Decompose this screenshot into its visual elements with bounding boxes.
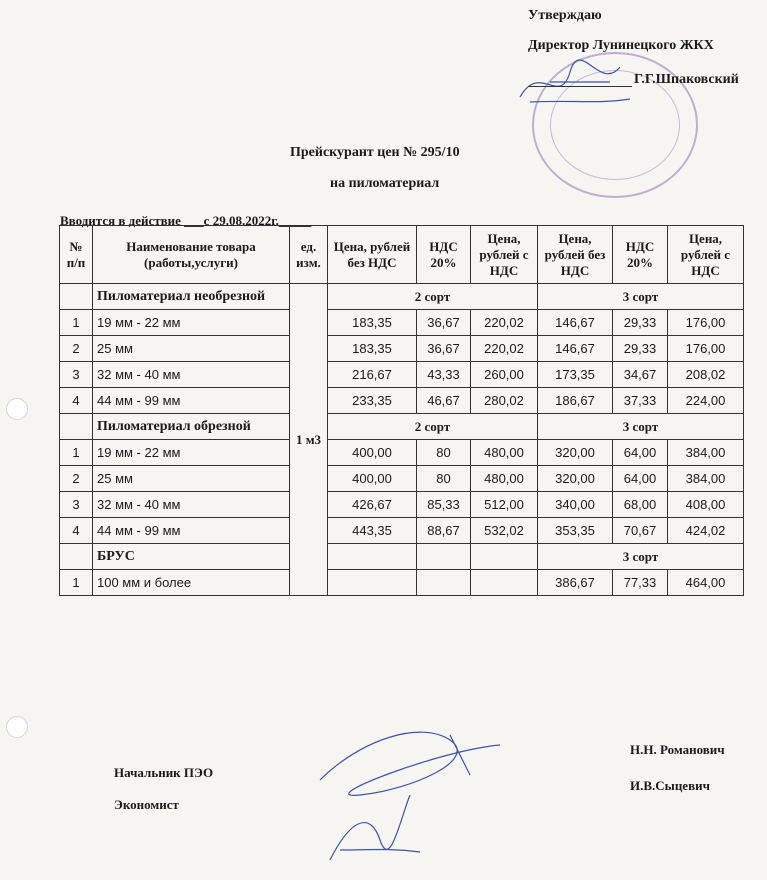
header-price-vat-2: Цена, рублей с НДС: [668, 226, 744, 284]
price-cell: 320,00: [538, 466, 613, 492]
section-num-cell: [60, 544, 93, 570]
price-cell: 46,67: [417, 388, 471, 414]
price-cell: 233,35: [328, 388, 417, 414]
price-table: [59, 225, 744, 596]
name-sytsevich: И.В.Сыцевич: [630, 778, 710, 793]
row-number: 2: [60, 336, 93, 362]
empty-cell: [471, 544, 538, 570]
section-title: БРУС: [93, 544, 290, 570]
grade-2-label: 2 сорт: [328, 414, 538, 440]
document-title: Прейскурант цен № 295/10: [290, 145, 460, 160]
price-cell: 85,33: [417, 492, 471, 518]
price-cell: [417, 570, 471, 596]
price-cell: 320,00: [538, 440, 613, 466]
price-cell: 80: [417, 466, 471, 492]
header-price-vat: Цена, рублей с НДС: [471, 226, 538, 284]
director-name: Г.Г.Шпаковский: [634, 72, 739, 87]
price-cell: 176,00: [668, 310, 744, 336]
header-name: Наименование товара (работы,услуги): [93, 226, 290, 284]
row-name: 44 мм - 99 мм: [93, 388, 290, 414]
price-cell: 464,00: [668, 570, 744, 596]
table-row: [60, 492, 744, 518]
row-number: 3: [60, 492, 93, 518]
price-cell: 216,67: [328, 362, 417, 388]
price-cell: 260,00: [471, 362, 538, 388]
punch-hole: [6, 716, 28, 738]
price-cell: 384,00: [668, 466, 744, 492]
role-head-peo: Начальник ПЭО: [114, 765, 214, 780]
price-cell: 224,00: [668, 388, 744, 414]
approve-word: Утверждаю: [528, 8, 602, 23]
table-row: [60, 336, 744, 362]
price-cell: 386,67: [538, 570, 613, 596]
staff-signatures: [300, 700, 530, 870]
price-cell: 408,00: [668, 492, 744, 518]
row-number: 1: [60, 440, 93, 466]
price-cell: 68,00: [613, 492, 668, 518]
price-cell: 37,33: [613, 388, 668, 414]
price-cell: 208,02: [668, 362, 744, 388]
price-cell: 220,02: [471, 310, 538, 336]
price-cell: 29,33: [613, 310, 668, 336]
price-cell: 353,35: [538, 518, 613, 544]
grade-3-label: 3 сорт: [538, 414, 744, 440]
grade-2-label: 2 сорт: [328, 284, 538, 310]
row-name: 44 мм - 99 мм: [93, 518, 290, 544]
price-cell: 34,67: [613, 362, 668, 388]
effective-date: Вводится в действие ___с 29.08.2022г._____: [60, 213, 312, 228]
name-romanovich: Н.Н. Романович: [630, 742, 725, 757]
section-num-cell: [60, 284, 93, 310]
header-price-no-vat: Цена, рублей без НДС: [328, 226, 417, 284]
header-vat-2: НДС 20%: [613, 226, 668, 284]
role-economist: Экономист: [114, 797, 179, 812]
price-cell: 424,02: [668, 518, 744, 544]
price-cell: 64,00: [613, 466, 668, 492]
row-name: 32 мм - 40 мм: [93, 492, 290, 518]
section-title: Пиломатериал обрезной: [93, 414, 290, 440]
row-name: 25 мм: [93, 466, 290, 492]
row-number: 4: [60, 518, 93, 544]
price-cell: 43,33: [417, 362, 471, 388]
price-cell: 36,67: [417, 336, 471, 362]
table-row: [60, 310, 744, 336]
table-row: [60, 570, 744, 596]
price-cell: 146,67: [538, 336, 613, 362]
price-cell: 400,00: [328, 440, 417, 466]
row-number: 4: [60, 388, 93, 414]
price-cell: 400,00: [328, 466, 417, 492]
row-number: 1: [60, 310, 93, 336]
table-row: [60, 388, 744, 414]
row-name: 100 мм и более: [93, 570, 290, 596]
row-name: 19 мм - 22 мм: [93, 440, 290, 466]
section-title: Пиломатериал необрезной: [93, 284, 290, 310]
price-cell: [328, 570, 417, 596]
price-cell: 280,02: [471, 388, 538, 414]
header-price-no-vat-2: Цена, рублей без НДС: [538, 226, 613, 284]
price-cell: 426,67: [328, 492, 417, 518]
table-row: [60, 466, 744, 492]
price-cell: 77,33: [613, 570, 668, 596]
price-cell: [471, 570, 538, 596]
director-signature: [510, 52, 640, 112]
section-row: [60, 544, 744, 570]
price-cell: 443,35: [328, 518, 417, 544]
director-title: Директор Лунинецкого ЖКХ: [528, 38, 714, 53]
row-number: 1: [60, 570, 93, 596]
price-cell: 340,00: [538, 492, 613, 518]
price-cell: 80: [417, 440, 471, 466]
price-cell: 173,35: [538, 362, 613, 388]
price-cell: 183,35: [328, 310, 417, 336]
price-cell: 186,67: [538, 388, 613, 414]
price-cell: 384,00: [668, 440, 744, 466]
row-number: 3: [60, 362, 93, 388]
price-cell: 176,00: [668, 336, 744, 362]
row-name: 19 мм - 22 мм: [93, 310, 290, 336]
row-number: 2: [60, 466, 93, 492]
section-row: [60, 414, 744, 440]
header-row: [60, 226, 744, 284]
signature-line: [528, 86, 632, 87]
price-cell: 480,00: [471, 466, 538, 492]
price-cell: 88,67: [417, 518, 471, 544]
price-cell: 36,67: [417, 310, 471, 336]
unit-cell: 1 м3: [290, 284, 328, 596]
document-subtitle: на пиломатериал: [330, 176, 440, 191]
header-num: № п/п: [60, 226, 93, 284]
header-unit: ед. изм.: [290, 226, 328, 284]
section-num-cell: [60, 414, 93, 440]
punch-hole: [6, 398, 28, 420]
grade-3-label: 3 сорт: [538, 284, 744, 310]
price-cell: 512,00: [471, 492, 538, 518]
empty-cell: [417, 544, 471, 570]
header-vat: НДС 20%: [417, 226, 471, 284]
row-name: 25 мм: [93, 336, 290, 362]
price-cell: 183,35: [328, 336, 417, 362]
grade-3-label: 3 сорт: [538, 544, 744, 570]
price-cell: 64,00: [613, 440, 668, 466]
price-cell: 220,02: [471, 336, 538, 362]
price-cell: 146,67: [538, 310, 613, 336]
empty-cell: [328, 544, 417, 570]
price-cell: 29,33: [613, 336, 668, 362]
table-row: [60, 362, 744, 388]
table-row: [60, 518, 744, 544]
table-row: [60, 440, 744, 466]
price-cell: 532,02: [471, 518, 538, 544]
price-cell: 480,00: [471, 440, 538, 466]
section-row: [60, 284, 744, 310]
price-cell: 70,67: [613, 518, 668, 544]
row-name: 32 мм - 40 мм: [93, 362, 290, 388]
